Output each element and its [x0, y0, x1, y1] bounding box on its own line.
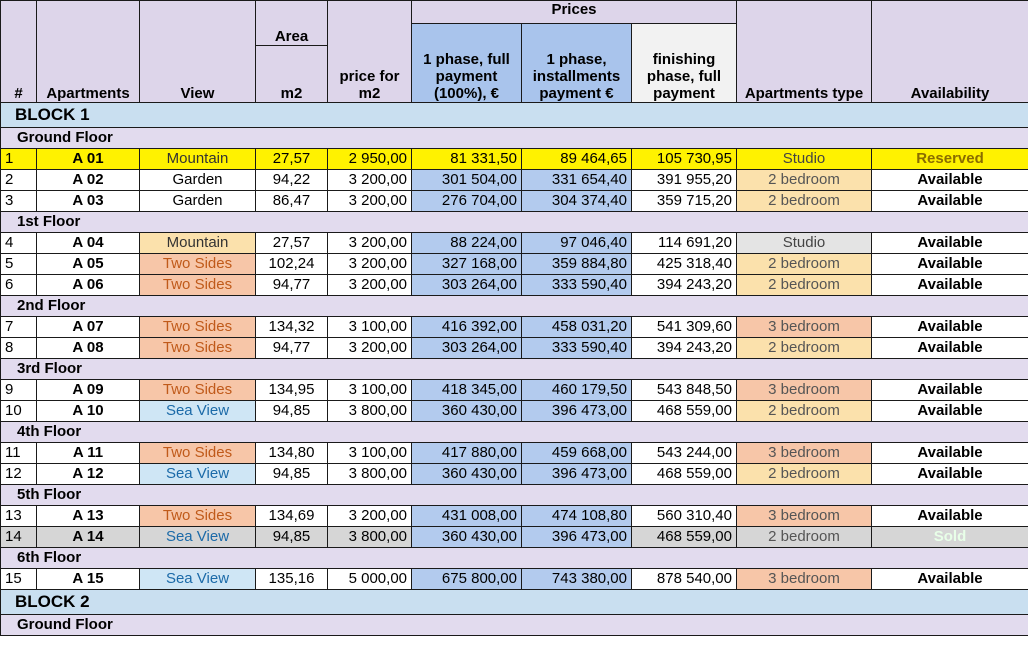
- area-unit-header: m2: [256, 46, 328, 103]
- apartment-type: 3 bedroom: [737, 506, 872, 527]
- area-cell: 94,22: [256, 170, 328, 191]
- floor-title: 5th Floor: [1, 485, 1028, 506]
- apartment-id: A 05: [37, 254, 140, 275]
- apartment-type: 3 bedroom: [737, 443, 872, 464]
- col-price-m2-header: price for m2: [328, 1, 412, 103]
- area-cell: 94,85: [256, 464, 328, 485]
- price-phase1-installments: 304 374,40: [522, 191, 632, 212]
- apartment-type: 3 bedroom: [737, 317, 872, 338]
- availability-status: Available: [872, 254, 1028, 275]
- price-phase1-installments: 743 380,00: [522, 569, 632, 590]
- price-finishing: 468 559,00: [632, 464, 737, 485]
- view-cell: Sea View: [140, 569, 256, 590]
- row-number: 8: [1, 338, 37, 359]
- price-finishing: 425 318,40: [632, 254, 737, 275]
- table-body: [1, 103, 1028, 636]
- price-phase1-installments: 396 473,00: [522, 401, 632, 422]
- apartment-id: A 10: [37, 401, 140, 422]
- row-number: 5: [1, 254, 37, 275]
- apartment-type: 2 bedroom: [737, 527, 872, 548]
- apartment-type: 2 bedroom: [737, 170, 872, 191]
- apartment-type: 2 bedroom: [737, 254, 872, 275]
- availability-status: Available: [872, 506, 1028, 527]
- row-number: 2: [1, 170, 37, 191]
- availability-status: Available: [872, 191, 1028, 212]
- row-number: 3: [1, 191, 37, 212]
- view-cell: Two Sides: [140, 338, 256, 359]
- view-cell: Mountain: [140, 149, 256, 170]
- price-m2-cell: 5 000,00: [328, 569, 412, 590]
- apartment-id: A 09: [37, 380, 140, 401]
- row-number: 14: [1, 527, 37, 548]
- prices-header: Prices: [412, 1, 737, 24]
- col-availability-header: Availability: [872, 1, 1028, 103]
- price-phase1-installments: 460 179,50: [522, 380, 632, 401]
- table-row: [1, 233, 1028, 254]
- apartment-type: 2 bedroom: [737, 401, 872, 422]
- table-row: [1, 254, 1028, 275]
- area-cell: 135,16: [256, 569, 328, 590]
- price-phase1-full: 416 392,00: [412, 317, 522, 338]
- price-m2-cell: 3 200,00: [328, 506, 412, 527]
- col-finishing-header: finishing phase, full payment: [632, 24, 737, 103]
- floor-row: [1, 296, 1028, 317]
- price-finishing: 394 243,20: [632, 338, 737, 359]
- price-phase1-full: 360 430,00: [412, 527, 522, 548]
- col-area-header: Area: [256, 1, 328, 46]
- availability-status: Available: [872, 233, 1028, 254]
- row-number: 13: [1, 506, 37, 527]
- price-phase1-full: 675 800,00: [412, 569, 522, 590]
- price-phase1-installments: 458 031,20: [522, 317, 632, 338]
- col-type-header: Apartments type: [737, 1, 872, 103]
- view-cell: Two Sides: [140, 443, 256, 464]
- table-row: [1, 191, 1028, 212]
- price-finishing: 468 559,00: [632, 527, 737, 548]
- availability-status: Sold: [872, 527, 1028, 548]
- table-row: [1, 149, 1028, 170]
- apartment-type: 2 bedroom: [737, 275, 872, 296]
- price-phase1-installments: 396 473,00: [522, 527, 632, 548]
- price-phase1-full: 360 430,00: [412, 401, 522, 422]
- floor-row: [1, 615, 1028, 636]
- price-phase1-full: 431 008,00: [412, 506, 522, 527]
- floor-row: [1, 212, 1028, 233]
- floor-title: 3rd Floor: [1, 359, 1028, 380]
- price-finishing: 468 559,00: [632, 401, 737, 422]
- price-m2-cell: 3 800,00: [328, 464, 412, 485]
- price-phase1-installments: 459 668,00: [522, 443, 632, 464]
- table-row: [1, 380, 1028, 401]
- view-cell: Two Sides: [140, 254, 256, 275]
- price-finishing: 560 310,40: [632, 506, 737, 527]
- apartment-id: A 13: [37, 506, 140, 527]
- apartment-type: 2 bedroom: [737, 464, 872, 485]
- table-row: [1, 464, 1028, 485]
- row-number: 1: [1, 149, 37, 170]
- apartment-type: 2 bedroom: [737, 191, 872, 212]
- apartment-id: A 04: [37, 233, 140, 254]
- row-number: 4: [1, 233, 37, 254]
- price-phase1-full: 303 264,00: [412, 275, 522, 296]
- price-phase1-installments: 396 473,00: [522, 464, 632, 485]
- availability-status: Available: [872, 443, 1028, 464]
- floor-row: [1, 485, 1028, 506]
- area-cell: 94,85: [256, 527, 328, 548]
- availability-status: Available: [872, 464, 1028, 485]
- view-cell: Sea View: [140, 527, 256, 548]
- price-m2-cell: 3 100,00: [328, 380, 412, 401]
- area-cell: 94,85: [256, 401, 328, 422]
- col-phase1-full-header: 1 phase, full payment (100%), €: [412, 24, 522, 103]
- price-finishing: 114 691,20: [632, 233, 737, 254]
- area-cell: 134,69: [256, 506, 328, 527]
- view-cell: Garden: [140, 170, 256, 191]
- floor-row: [1, 128, 1028, 149]
- apartment-id: A 15: [37, 569, 140, 590]
- row-number: 12: [1, 464, 37, 485]
- price-phase1-full: 303 264,00: [412, 338, 522, 359]
- availability-status: Available: [872, 170, 1028, 191]
- price-phase1-installments: 331 654,40: [522, 170, 632, 191]
- block-row: [1, 590, 1028, 615]
- table-row: [1, 569, 1028, 590]
- apartment-id: A 08: [37, 338, 140, 359]
- price-finishing: 105 730,95: [632, 149, 737, 170]
- floor-title: 4th Floor: [1, 422, 1028, 443]
- view-cell: Two Sides: [140, 317, 256, 338]
- availability-status: Available: [872, 275, 1028, 296]
- block-row: [1, 103, 1028, 128]
- apartment-type: 3 bedroom: [737, 569, 872, 590]
- price-finishing: 394 243,20: [632, 275, 737, 296]
- row-number: 15: [1, 569, 37, 590]
- price-finishing: 541 309,60: [632, 317, 737, 338]
- apartment-id: A 01: [37, 149, 140, 170]
- price-phase1-full: 88 224,00: [412, 233, 522, 254]
- apartment-type: Studio: [737, 233, 872, 254]
- row-number: 11: [1, 443, 37, 464]
- area-cell: 27,57: [256, 233, 328, 254]
- apartment-id: A 06: [37, 275, 140, 296]
- floor-title: Ground Floor: [1, 615, 1028, 636]
- price-phase1-installments: 97 046,40: [522, 233, 632, 254]
- price-phase1-full: 81 331,50: [412, 149, 522, 170]
- area-cell: 94,77: [256, 275, 328, 296]
- price-finishing: 543 848,50: [632, 380, 737, 401]
- area-cell: 134,32: [256, 317, 328, 338]
- floor-row: [1, 359, 1028, 380]
- availability-status: Available: [872, 380, 1028, 401]
- price-phase1-installments: 89 464,65: [522, 149, 632, 170]
- block-title: BLOCK 1: [1, 103, 1028, 128]
- apartment-id: A 14: [37, 527, 140, 548]
- price-phase1-installments: 474 108,80: [522, 506, 632, 527]
- availability-status: Available: [872, 338, 1028, 359]
- price-m2-cell: 3 200,00: [328, 191, 412, 212]
- price-phase1-full: 417 880,00: [412, 443, 522, 464]
- table-row: [1, 506, 1028, 527]
- apartment-id: A 02: [37, 170, 140, 191]
- table-row: [1, 443, 1028, 464]
- price-m2-cell: 3 200,00: [328, 338, 412, 359]
- view-cell: Garden: [140, 191, 256, 212]
- price-m2-cell: 3 100,00: [328, 317, 412, 338]
- price-m2-cell: 3 200,00: [328, 275, 412, 296]
- apartment-id: A 12: [37, 464, 140, 485]
- table-row: [1, 170, 1028, 191]
- view-cell: Two Sides: [140, 506, 256, 527]
- apartment-id: A 07: [37, 317, 140, 338]
- area-cell: 27,57: [256, 149, 328, 170]
- area-cell: 86,47: [256, 191, 328, 212]
- view-cell: Sea View: [140, 401, 256, 422]
- row-number: 9: [1, 380, 37, 401]
- price-phase1-installments: 333 590,40: [522, 338, 632, 359]
- price-m2-cell: 2 950,00: [328, 149, 412, 170]
- floor-title: Ground Floor: [1, 128, 1028, 149]
- col-view-header: View: [140, 1, 256, 103]
- availability-status: Available: [872, 401, 1028, 422]
- block-title: BLOCK 2: [1, 590, 1028, 615]
- availability-status: Reserved: [872, 149, 1028, 170]
- floor-row: [1, 422, 1028, 443]
- floor-title: 6th Floor: [1, 548, 1028, 569]
- price-phase1-full: 327 168,00: [412, 254, 522, 275]
- table-row: [1, 317, 1028, 338]
- price-phase1-full: 276 704,00: [412, 191, 522, 212]
- apartment-id: A 11: [37, 443, 140, 464]
- floor-title: 2nd Floor: [1, 296, 1028, 317]
- area-cell: 134,80: [256, 443, 328, 464]
- availability-status: Available: [872, 317, 1028, 338]
- price-phase1-full: 301 504,00: [412, 170, 522, 191]
- floor-row: [1, 548, 1028, 569]
- table-row: [1, 401, 1028, 422]
- price-phase1-installments: 359 884,80: [522, 254, 632, 275]
- price-m2-cell: 3 200,00: [328, 170, 412, 191]
- col-phase1-installments-header: 1 phase, installments payment €: [522, 24, 632, 103]
- col-apartments-header: Apartments: [37, 1, 140, 103]
- view-cell: Sea View: [140, 464, 256, 485]
- price-m2-cell: 3 100,00: [328, 443, 412, 464]
- price-finishing: 543 244,00: [632, 443, 737, 464]
- price-phase1-full: 418 345,00: [412, 380, 522, 401]
- floor-title: 1st Floor: [1, 212, 1028, 233]
- area-cell: 134,95: [256, 380, 328, 401]
- price-m2-cell: 3 200,00: [328, 233, 412, 254]
- price-finishing: 878 540,00: [632, 569, 737, 590]
- area-cell: 94,77: [256, 338, 328, 359]
- row-number: 10: [1, 401, 37, 422]
- row-number: 7: [1, 317, 37, 338]
- table-row: [1, 275, 1028, 296]
- price-m2-cell: 3 800,00: [328, 401, 412, 422]
- availability-status: Available: [872, 569, 1028, 590]
- price-m2-cell: 3 800,00: [328, 527, 412, 548]
- price-phase1-installments: 333 590,40: [522, 275, 632, 296]
- col-num-header: #: [1, 1, 37, 103]
- price-finishing: 391 955,20: [632, 170, 737, 191]
- price-finishing: 359 715,20: [632, 191, 737, 212]
- table-row: [1, 527, 1028, 548]
- view-cell: Two Sides: [140, 380, 256, 401]
- table-header: [1, 1, 1028, 103]
- area-cell: 102,24: [256, 254, 328, 275]
- apartment-type: 3 bedroom: [737, 380, 872, 401]
- price-phase1-full: 360 430,00: [412, 464, 522, 485]
- view-cell: Two Sides: [140, 275, 256, 296]
- table-row: [1, 338, 1028, 359]
- apartment-type: Studio: [737, 149, 872, 170]
- apartment-type: 2 bedroom: [737, 338, 872, 359]
- row-number: 6: [1, 275, 37, 296]
- price-m2-cell: 3 200,00: [328, 254, 412, 275]
- apartment-id: A 03: [37, 191, 140, 212]
- view-cell: Mountain: [140, 233, 256, 254]
